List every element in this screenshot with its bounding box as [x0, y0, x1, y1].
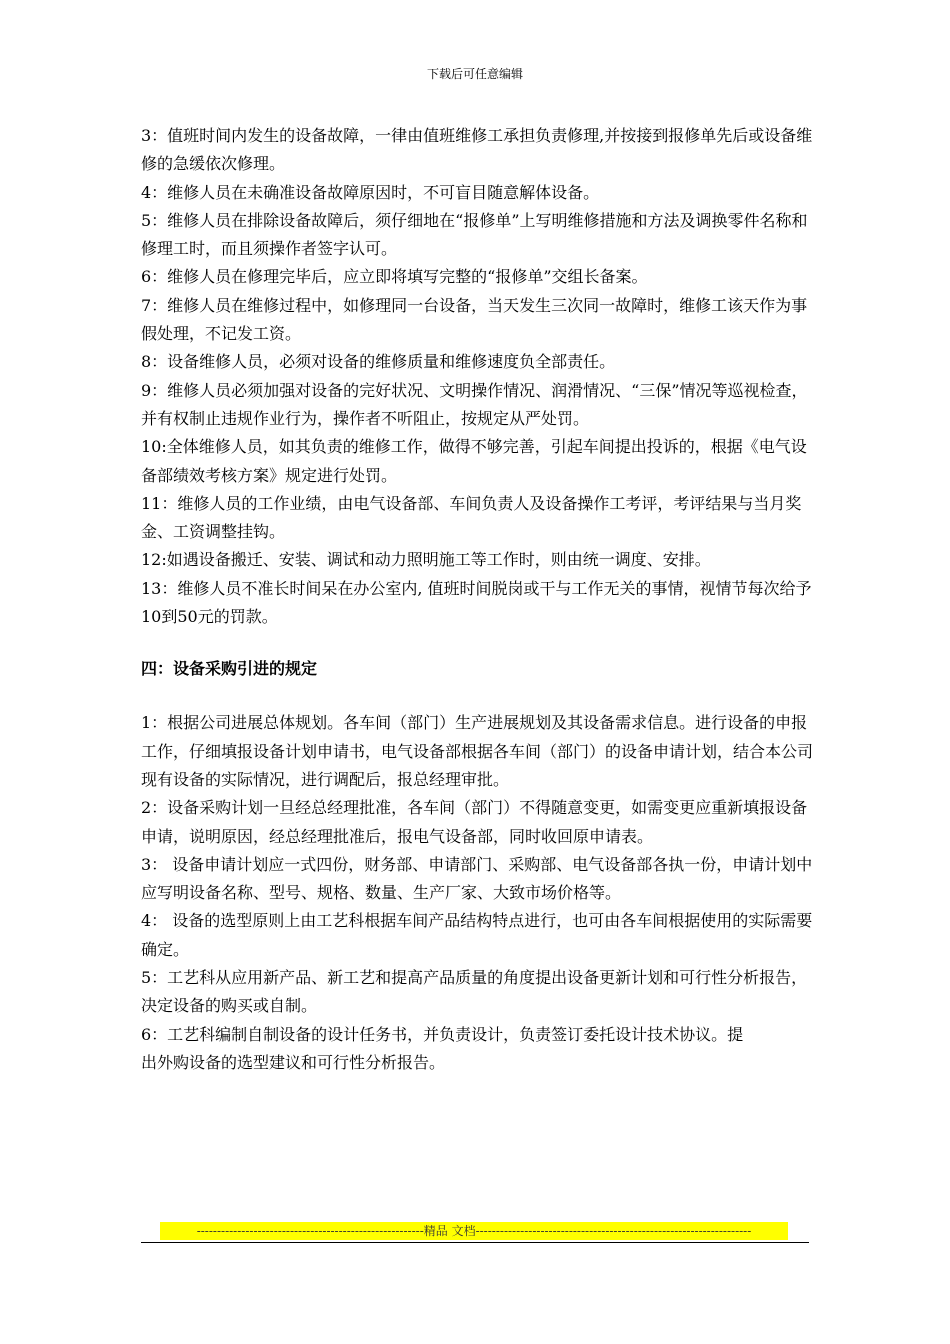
paragraph-item-9: 9：维修人员必须加强对设备的完好状况、文明操作情况、润滑情况、“三保”情况等巡视检查，并有权制止违规作业行为，操作者不听阻止，按规定从严处罚。 [141, 380, 808, 428]
paragraph-item-10: 10:全体维修人员，如其负责的维修工作，做得不够完善，引起车间提出投诉的，根据《电气设备部绩效考核方案》规定进行处罚。 [141, 437, 807, 485]
paragraph-item-3: 3：值班时间内发生的设备故障，一律由值班维修工承担负责修理,并按接到报修单先后或设备维修的急缓依次修理。 [141, 126, 813, 174]
document-body [141, 122, 821, 1077]
procurement-item-6-continued: 出外购设备的选型建议和可行性分析报告。 [141, 1052, 446, 1072]
paragraph-item-11: 11：维修人员的工作业绩，由电气设备部、车间负责人及设备操作工考评，考评结果与当月奖金、工资调整挂钩。 [141, 493, 802, 542]
procurement-item-4: 4： 设备的选型原则上由工艺科根据车间产品结构特点进行，也可由各车间根据使用的实际需要确定。 [141, 911, 813, 959]
paragraph-item-13: 13：维修人员不准长时间呆在办公室内, 值班时间脱岗或干与工作无关的事情，视情节每次给予10到50元的罚款。 [141, 578, 812, 627]
paragraph-item-7: 7：维修人员在维修过程中，如修理同一台设备，当天发生三次同一故障时，维修工该天作为事假处理，不记发工资。 [141, 295, 808, 344]
footer-banner: --------------------------------------------------------精品 文档-------------------------------------------------------------------- [160, 1222, 788, 1240]
paragraph-item-5: 5：维修人员在排除设备故障后，须仔细地在“报修单”上写明维修措施和方法及调换零件名称和修理工时，而且须操作者签字认可。 [141, 210, 808, 259]
procurement-item-5: 5：工艺科从应用新产品、新工艺和提高产品质量的角度提出设备更新计划和可行性分析报告，决定设备的购买或自制。 [141, 968, 808, 1016]
procurement-item-2: 2：设备采购计划一旦经总经理批准，各车间（部门）不得随意变更，如需变更应重新填报设备申请，说明原因，经总经理批准后，报电气设备部，同时收回原申请表。 [141, 798, 808, 846]
procurement-item-6: 6：工艺科编制自制设备的设计任务书，并负责设计，负责签订委托设计技术协议。提 [141, 1024, 744, 1044]
procurement-item-3: 3： 设备申请计划应一式四份，财务部、申请部门、采购部、电气设备部各执一份，申请计划中应写明设备名称、型号、规格、数量、生产厂家、大致市场价格等。 [141, 854, 813, 903]
footer-divider [141, 1242, 809, 1243]
procurement-item-1: 1：根据公司进展总体规划。各车间（部门）生产进展规划及其设备需求信息。进行设备的申报工作，仔细填报设备计划申请书，电气设备部根据各车间（部门）的设备申请计划，结合本公司现有设备的实际情况，进行调配后，报总经理审批。 [141, 713, 814, 789]
paragraph-item-8: 8：设备维修人员，必须对设备的维修质量和维修速度负全部责任。 [141, 352, 616, 372]
section-title: 四：设备采购引进的规定 [141, 659, 318, 679]
paragraph-item-6: 6：维修人员在修理完毕后，应立即将填写完整的“报修单”交组长备案。 [141, 267, 648, 287]
paragraph-item-12: 12:如遇设备搬迁、安装、调试和动力照明施工等工作时，则由统一调度、安排。 [141, 550, 711, 570]
paragraph-item-4: 4：维修人员在未确准设备故障原因时，不可盲目随意解体设备。 [141, 182, 600, 202]
header-note: 下载后可任意编辑 [426, 67, 523, 81]
